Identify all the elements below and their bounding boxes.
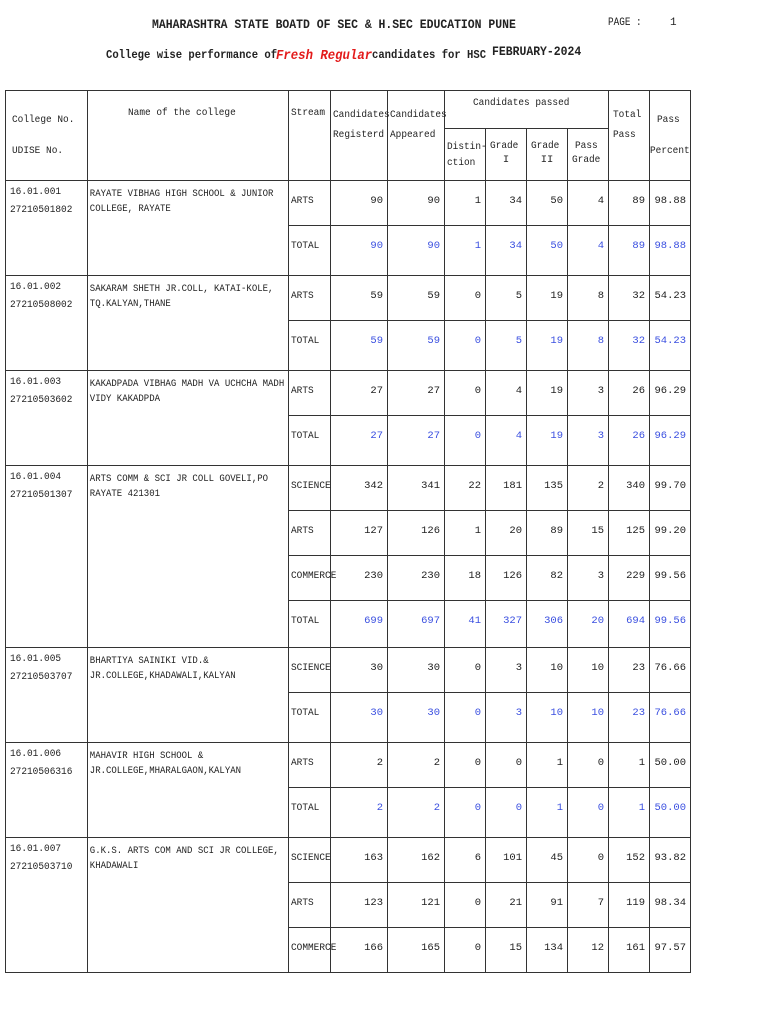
header-appeared: Candidates Appeared (388, 91, 445, 181)
header-college-no: College No. UDISE No. (6, 91, 88, 181)
stream-label: ARTS (291, 525, 314, 537)
stream-cell (289, 838, 331, 883)
pass-percent-cell: 96.29 (650, 371, 691, 416)
pass-percent-cell: 99.56 (650, 601, 691, 648)
page-number: 1 (670, 17, 677, 29)
registered-cell: 30 (331, 648, 388, 693)
grade-1-cell: 34 (486, 226, 527, 276)
header-stream: Stream (289, 91, 331, 181)
header-college-name: Name of the college (88, 91, 289, 181)
appeared-cell: 126 (388, 511, 445, 556)
total-pass-cell: 26 (609, 371, 650, 416)
distinction-cell: 0 (445, 371, 486, 416)
stream-cell (289, 648, 331, 693)
stream-cell (289, 466, 331, 511)
header-distinction: Distin- ction (445, 129, 486, 181)
college-no-cell (6, 648, 88, 743)
appeared-cell: 90 (388, 181, 445, 226)
pass-percent-cell: 99.70 (650, 466, 691, 511)
grade-1-cell: 4 (486, 416, 527, 466)
pass-percent-cell: 98.88 (650, 226, 691, 276)
registered-cell: 166 (331, 928, 388, 973)
college-no-cell (6, 466, 88, 648)
total-pass-cell: 89 (609, 226, 650, 276)
pass-grade-cell: 10 (568, 693, 609, 743)
appeared-cell: 90 (388, 226, 445, 276)
header-pass-percent: Pass Percent (650, 91, 691, 181)
registered-cell: 230 (331, 556, 388, 601)
college-name-cell (88, 743, 289, 838)
exam-session: FEBRUARY-2024 (492, 44, 582, 59)
grade-2-cell: 306 (527, 601, 568, 648)
pass-grade-cell: 0 (568, 838, 609, 883)
pass-percent-cell: 50.00 (650, 788, 691, 838)
college-name: BHARTIYA SAINIKI VID.& JR.COLLEGE,KHADAWALI,KALYAN (89, 656, 236, 682)
pass-percent-cell: 93.82 (650, 838, 691, 883)
registered-cell: 90 (331, 226, 388, 276)
total-pass-cell: 229 (609, 556, 650, 601)
pass-grade-cell: 8 (568, 276, 609, 321)
udise-no: 27210506316 (10, 766, 73, 778)
pass-percent-cell: 98.88 (650, 181, 691, 226)
total-pass-cell: 340 (609, 466, 650, 511)
subtitle-prefix: College wise performance of (106, 48, 278, 62)
appeared-cell: 230 (388, 556, 445, 601)
stream-cell (289, 511, 331, 556)
candidate-type: Fresh Regular (276, 48, 373, 64)
college-no: 16.01.002 (10, 281, 62, 293)
stream-cell (289, 226, 331, 276)
college-no: 16.01.006 (10, 748, 62, 760)
college-name-cell (88, 648, 289, 743)
grade-1-cell: 34 (486, 181, 527, 226)
grade-2-cell: 135 (527, 466, 568, 511)
distinction-cell: 0 (445, 416, 486, 466)
stream-cell (289, 693, 331, 743)
grade-2-cell: 1 (527, 788, 568, 838)
pass-grade-cell: 0 (568, 788, 609, 838)
header-grade-1: Grade I (486, 129, 527, 181)
registered-cell: 27 (331, 371, 388, 416)
report-title: MAHARASHTRA STATE BOATD OF SEC & H.SEC EDUCATION PUNE (152, 17, 516, 32)
stream-label: TOTAL (291, 615, 320, 627)
college-no-cell (6, 276, 88, 371)
stream-cell (289, 883, 331, 928)
grade-1-cell: 0 (486, 743, 527, 788)
distinction-cell: 0 (445, 743, 486, 788)
distinction-cell: 0 (445, 648, 486, 693)
pass-grade-cell: 2 (568, 466, 609, 511)
stream-cell (289, 181, 331, 226)
distinction-cell: 0 (445, 693, 486, 743)
pass-grade-cell: 12 (568, 928, 609, 973)
table-row (6, 276, 691, 321)
registered-cell: 59 (331, 321, 388, 371)
registered-cell: 123 (331, 883, 388, 928)
udise-no: 27210501307 (10, 489, 73, 501)
table-row (6, 743, 691, 788)
college-no-cell (6, 838, 88, 973)
registered-cell: 90 (331, 181, 388, 226)
total-pass-cell: 32 (609, 276, 650, 321)
grade-2-cell: 1 (527, 743, 568, 788)
grade-1-cell: 327 (486, 601, 527, 648)
stream-label: ARTS (291, 385, 314, 397)
stream-label: TOTAL (291, 802, 320, 814)
college-name-cell (88, 838, 289, 973)
distinction-cell: 1 (445, 226, 486, 276)
registered-cell: 59 (331, 276, 388, 321)
college-name: SAKARAM SHETH JR.COLL, KATAI-KOLE, TQ.KALYAN,THANE (89, 284, 274, 310)
registered-cell: 699 (331, 601, 388, 648)
appeared-cell: 697 (388, 601, 445, 648)
header-grade-2: Grade II (527, 129, 568, 181)
total-pass-cell: 23 (609, 693, 650, 743)
pass-grade-cell: 8 (568, 321, 609, 371)
grade-1-cell: 126 (486, 556, 527, 601)
pass-grade-cell: 3 (568, 556, 609, 601)
appeared-cell: 2 (388, 743, 445, 788)
total-pass-cell: 23 (609, 648, 650, 693)
distinction-cell: 0 (445, 883, 486, 928)
distinction-cell: 22 (445, 466, 486, 511)
grade-2-cell: 19 (527, 321, 568, 371)
total-pass-cell: 161 (609, 928, 650, 973)
pass-percent-cell: 54.23 (650, 321, 691, 371)
header-total-pass: Total Pass (609, 91, 650, 181)
pass-percent-cell: 50.00 (650, 743, 691, 788)
results-body (6, 181, 691, 973)
distinction-cell: 6 (445, 838, 486, 883)
registered-cell: 342 (331, 466, 388, 511)
stream-label: COMMERCE (291, 570, 337, 582)
grade-2-cell: 10 (527, 648, 568, 693)
college-no-cell (6, 181, 88, 276)
stream-label: SCIENCE (291, 852, 331, 864)
grade-2-cell: 45 (527, 838, 568, 883)
pass-grade-cell: 15 (568, 511, 609, 556)
total-pass-cell: 26 (609, 416, 650, 466)
stream-label: ARTS (291, 897, 314, 909)
stream-cell (289, 601, 331, 648)
distinction-cell: 0 (445, 788, 486, 838)
distinction-cell: 0 (445, 276, 486, 321)
college-name-cell (88, 276, 289, 371)
appeared-cell: 27 (388, 416, 445, 466)
grade-2-cell: 19 (527, 371, 568, 416)
grade-2-cell: 91 (527, 883, 568, 928)
grade-2-cell: 19 (527, 276, 568, 321)
pass-grade-cell: 7 (568, 883, 609, 928)
stream-cell (289, 416, 331, 466)
pass-grade-cell: 3 (568, 371, 609, 416)
stream-label: ARTS (291, 290, 314, 302)
college-name: G.K.S. ARTS COM AND SCI JR COLLEGE, KHADAWALI (89, 846, 279, 872)
stream-cell (289, 743, 331, 788)
header-candidates-passed: Candidates passed (445, 91, 609, 129)
table-row (6, 648, 691, 693)
appeared-cell: 30 (388, 648, 445, 693)
stream-cell (289, 371, 331, 416)
stream-cell (289, 788, 331, 838)
pass-percent-cell: 76.66 (650, 648, 691, 693)
stream-cell (289, 928, 337, 973)
appeared-cell: 121 (388, 883, 445, 928)
grade-1-cell: 15 (486, 928, 527, 973)
stream-cell (289, 276, 331, 321)
registered-cell: 30 (331, 693, 388, 743)
registered-cell: 2 (331, 743, 388, 788)
header-registered: Candidates Registerd (331, 91, 388, 181)
distinction-cell: 0 (445, 321, 486, 371)
college-no: 16.01.005 (10, 653, 62, 665)
results-table (5, 90, 691, 973)
stream-label: TOTAL (291, 335, 320, 347)
pass-percent-cell: 96.29 (650, 416, 691, 466)
grade-2-cell: 50 (527, 181, 568, 226)
distinction-cell: 1 (445, 181, 486, 226)
total-pass-cell: 89 (609, 181, 650, 226)
stream-label: ARTS (291, 757, 314, 769)
grade-1-cell: 5 (486, 276, 527, 321)
total-pass-cell: 125 (609, 511, 650, 556)
registered-cell: 27 (331, 416, 388, 466)
total-pass-cell: 32 (609, 321, 650, 371)
college-name-cell (88, 371, 289, 466)
total-pass-cell: 1 (609, 788, 650, 838)
appeared-cell: 27 (388, 371, 445, 416)
pass-percent-cell: 54.23 (650, 276, 691, 321)
distinction-cell: 18 (445, 556, 486, 601)
pass-percent-cell: 76.66 (650, 693, 691, 743)
stream-label: SCIENCE (291, 480, 331, 492)
pass-grade-cell: 20 (568, 601, 609, 648)
appeared-cell: 165 (388, 928, 445, 973)
udise-no: 27210503707 (10, 671, 73, 683)
grade-1-cell: 0 (486, 788, 527, 838)
header-pass-grade: Pass Grade (568, 129, 609, 181)
total-pass-cell: 1 (609, 743, 650, 788)
college-name: ARTS COMM & SCI JR COLL GOVELI,PO RAYATE 421301 (89, 474, 269, 500)
total-pass-cell: 152 (609, 838, 650, 883)
subtitle-suffix: candidates for HSC (372, 48, 487, 62)
pass-grade-cell: 4 (568, 181, 609, 226)
grade-2-cell: 10 (527, 693, 568, 743)
appeared-cell: 30 (388, 693, 445, 743)
stream-label: ARTS (291, 195, 314, 207)
udise-no: 27210503710 (10, 861, 73, 873)
grade-2-cell: 89 (527, 511, 568, 556)
table-row (6, 371, 691, 416)
distinction-cell: 41 (445, 601, 486, 648)
appeared-cell: 2 (388, 788, 445, 838)
college-name: RAYATE VIBHAG HIGH SCHOOL & JUNIOR COLLEGE, RAYATE (89, 189, 274, 215)
distinction-cell: 1 (445, 511, 486, 556)
grade-1-cell: 20 (486, 511, 527, 556)
stream-label: SCIENCE (291, 662, 331, 674)
grade-1-cell: 3 (486, 648, 527, 693)
grade-2-cell: 19 (527, 416, 568, 466)
college-name-cell (88, 466, 289, 648)
grade-2-cell: 82 (527, 556, 568, 601)
college-no-cell (6, 371, 88, 466)
table-row (6, 181, 691, 226)
registered-cell: 127 (331, 511, 388, 556)
grade-2-cell: 134 (527, 928, 568, 973)
stream-cell (289, 321, 331, 371)
stream-label: TOTAL (291, 240, 320, 252)
udise-no: 27210508002 (10, 299, 73, 311)
pass-percent-cell: 99.20 (650, 511, 691, 556)
college-name: KAKADPADA VIBHAG MADH VA UCHCHA MADH VIDY KAKADPDA (89, 379, 285, 405)
table-row (6, 466, 691, 511)
college-no: 16.01.007 (10, 843, 62, 855)
pass-grade-cell: 4 (568, 226, 609, 276)
registered-cell: 2 (331, 788, 388, 838)
pass-grade-cell: 10 (568, 648, 609, 693)
stream-label: TOTAL (291, 430, 320, 442)
grade-1-cell: 21 (486, 883, 527, 928)
page-label: PAGE : (608, 17, 642, 29)
grade-2-cell: 50 (527, 226, 568, 276)
college-no: 16.01.001 (10, 186, 62, 198)
table-row (6, 838, 691, 883)
pass-percent-cell: 98.34 (650, 883, 691, 928)
college-no: 16.01.004 (10, 471, 62, 483)
grade-1-cell: 5 (486, 321, 527, 371)
udise-no: 27210501802 (10, 204, 73, 216)
college-no-cell (6, 743, 88, 838)
registered-cell: 163 (331, 838, 388, 883)
udise-no: 27210503602 (10, 394, 73, 406)
college-name: MAHAVIR HIGH SCHOOL & JR.COLLEGE,MHARALGAON,KALYAN (89, 751, 242, 777)
distinction-cell: 0 (445, 928, 486, 973)
stream-cell (289, 556, 337, 601)
appeared-cell: 341 (388, 466, 445, 511)
stream-label: TOTAL (291, 707, 320, 719)
appeared-cell: 162 (388, 838, 445, 883)
total-pass-cell: 694 (609, 601, 650, 648)
grade-1-cell: 181 (486, 466, 527, 511)
grade-1-cell: 3 (486, 693, 527, 743)
appeared-cell: 59 (388, 276, 445, 321)
total-pass-cell: 119 (609, 883, 650, 928)
pass-grade-cell: 3 (568, 416, 609, 466)
pass-grade-cell: 0 (568, 743, 609, 788)
pass-percent-cell: 99.56 (650, 556, 691, 601)
stream-label: COMMERCE (291, 942, 337, 954)
college-name-cell (88, 181, 289, 276)
college-no: 16.01.003 (10, 376, 62, 388)
appeared-cell: 59 (388, 321, 445, 371)
grade-1-cell: 101 (486, 838, 527, 883)
grade-1-cell: 4 (486, 371, 527, 416)
pass-percent-cell: 97.57 (650, 928, 691, 973)
